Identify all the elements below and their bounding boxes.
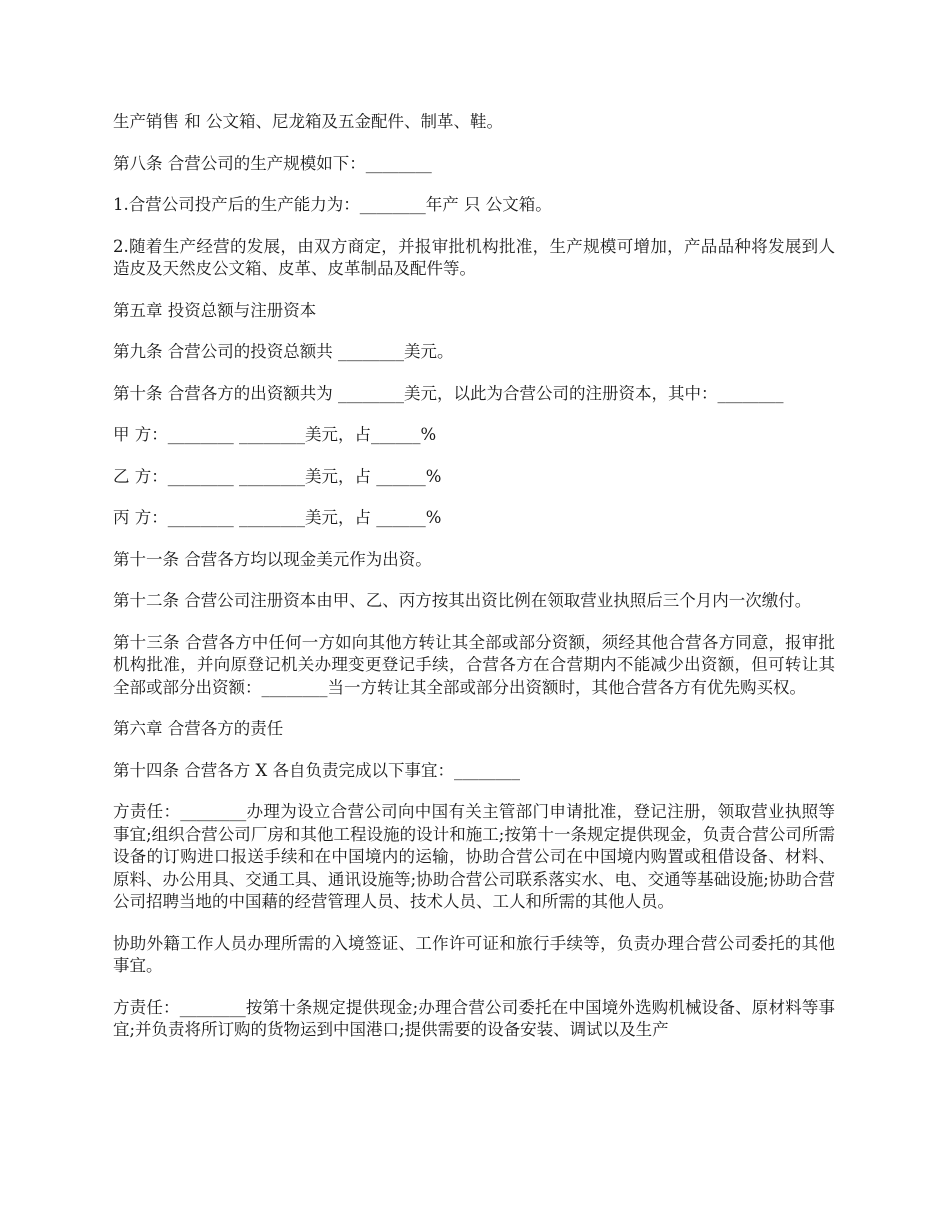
paragraph-business-scope: 生产销售 和 公文箱、尼龙箱及五金配件、制革、鞋。: [113, 112, 503, 131]
chapter-5-title: 第五章 投资总额与注册资本: [113, 300, 317, 320]
article-13: 第十三条 合营各方中任何一方如向其他方转让其全部或部分资额，须经其他合营各方同意，报审批机构批准，并向原登记机关办理变更登记手续，合营各方在合营期内不能减少出资额，但可转让其全部或部分出资额：________当一方转让其全部或部分出资额时，其他合营各方有优先购买权。: [113, 632, 835, 697]
article-11: 第十一条 合营各方均以现金美元作为出资。: [113, 549, 432, 569]
article-8-heading: 第八条 合营公司的生产规模如下：________: [113, 153, 432, 173]
article-14: 第十四条 合营各方 X 各自负责完成以下事宜：________: [113, 760, 520, 780]
foreign-staff-assistance: 协助外籍工作人员办理所需的入境签证、工作许可证和旅行手续等，负责办理合营公司委托的其他事宜。: [113, 933, 835, 975]
party-responsibility-2: 方责任：________按第十条规定提供现金;办理合营公司委托在中国境外选购机械设备、原材料等事宜;并负责将所订购的货物运到中国港口;提供需要的设备安装、调试以及生产: [113, 997, 835, 1039]
document-page: [113, 111, 835, 1061]
article-9: 第九条 合营公司的投资总额共 ________美元。: [113, 342, 454, 361]
party-c-contribution: 丙 方：________ ________美元，占 ______%: [113, 508, 442, 527]
party-responsibility-1: 方责任：________办理为设立合营公司向中国有关主管部门申请批准，登记注册，领取营业执照等事宜;组织合营公司厂房和其他工程设施的设计和施工;按第十一条规定提供现金，负责合营公司所需设备的订购进口报送手续和在中国境内的运输，协助合营公司在中国境内购置或租借设备、材料、原料、办公用具、交通工具、通讯设施等;协助合营公司联系落实水、电、交通等基础设施;协助合营公司招聘当地的中国藉的经营管理人员、技术人员、工人和所需的其他人员。: [113, 802, 835, 911]
chapter-6-title: 第六章 合营各方的责任: [113, 719, 284, 738]
party-a-contribution: 甲 方：________ ________美元，占______%: [113, 425, 437, 444]
article-8-item-2: 2.随着生产经营的发展，由双方商定，并报审批机构批准，生产规模可增加，产品品种将发展到人造皮及天然皮公文箱、皮革、皮革制品及配件等。: [113, 236, 835, 278]
article-10: 第十条 合营各方的出资额共为 ________美元，以此为合营公司的注册资本，其中：________: [113, 383, 784, 403]
article-8-item-1: 1.合营公司投产后的生产能力为：________年产 只 公文箱。: [113, 195, 552, 214]
article-12: 第十二条 合营公司注册资本由甲、乙、丙方按其出资比例在领取营业执照后三个月内一次缴付。: [113, 591, 812, 610]
party-b-contribution: 乙 方：________ ________美元，占 ______%: [113, 466, 442, 486]
